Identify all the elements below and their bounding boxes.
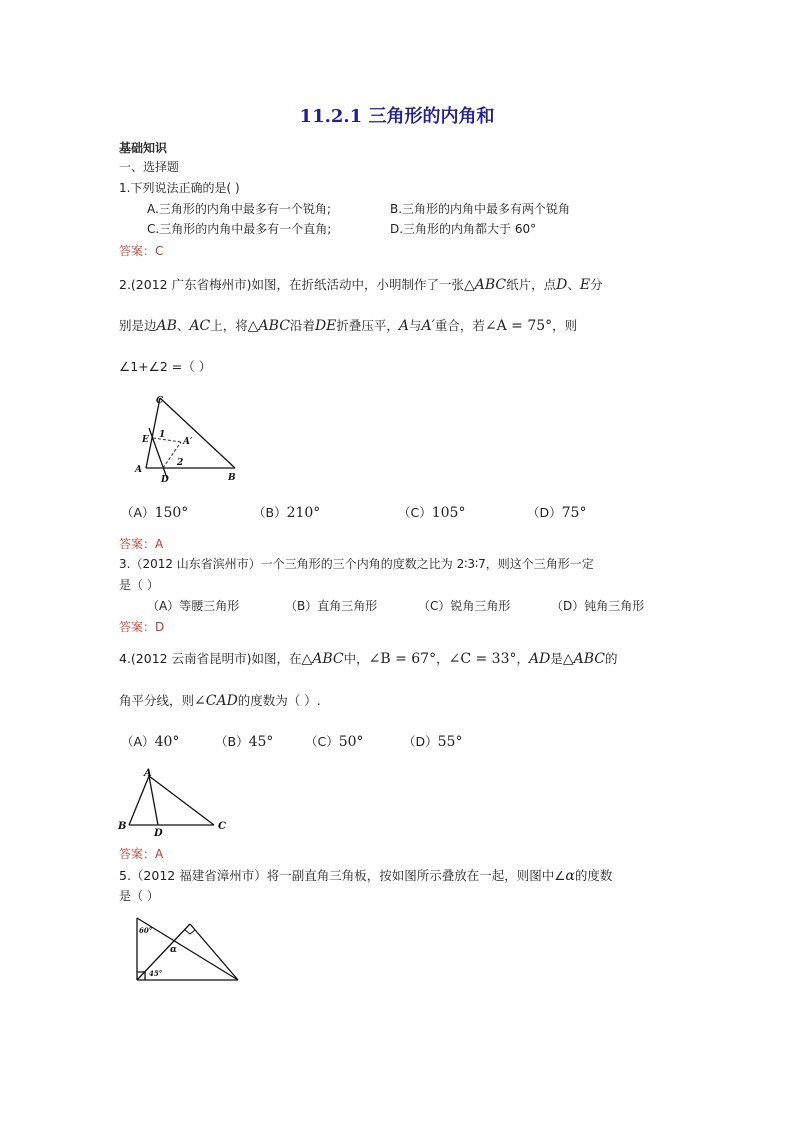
q2-side-ab: AB: [156, 318, 177, 334]
q2-option-d: [527, 505, 586, 523]
label-d: D: [154, 828, 163, 839]
q5-figure: [134, 914, 244, 984]
edge-ca: [146, 398, 160, 468]
q4-triangle-abc: △ABC: [301, 651, 344, 667]
q2-option-c: [398, 505, 465, 523]
q2-option-b-value: 210°: [286, 505, 321, 521]
label-a-prime: A′: [183, 437, 193, 447]
q2-point-e: E: [579, 277, 591, 293]
q2-line-de: DE: [314, 318, 337, 334]
q4-text: ，: [516, 651, 530, 666]
q4-triangle-abc-2: △ABC: [562, 651, 606, 667]
section-heading: 基础知识: [119, 141, 168, 155]
label-45: 45°: [149, 969, 163, 978]
label-1: 1: [159, 430, 166, 440]
q2-line-3: ∠1+∠2 =（ ）: [119, 359, 212, 374]
q2-point-a-prime: A′: [421, 318, 435, 334]
q4-text: 的: [605, 651, 618, 666]
q3-option-b: （B）直角三角形: [285, 599, 378, 613]
q2-text: 重合，若: [434, 318, 485, 333]
q2-text: 别是边: [119, 318, 157, 333]
q2-option-c-label: （C）: [398, 505, 432, 520]
q2-point-d: D: [556, 277, 568, 293]
q3-option-d: （D）钝角三角形: [551, 599, 645, 613]
q4-option-a-label: （A）: [121, 734, 155, 749]
q2-option-a-label: （A）: [121, 505, 155, 520]
q2-answer: 答案：A: [119, 537, 164, 551]
q4-option-c-value: 50°: [338, 734, 364, 750]
q2-side-ac: AC: [189, 318, 211, 334]
q2-text: ，则: [552, 318, 578, 333]
label-60: 60°: [139, 926, 153, 935]
q2-text: 分: [590, 277, 603, 292]
q1-option-a: A.三角形的内角中最多有一个锐角;: [147, 202, 331, 216]
q4-text: 的度数为（ ）.: [237, 693, 321, 708]
q2-option-d-label: （D）: [527, 505, 562, 520]
q4-angle-b: ∠B = 67°: [368, 651, 437, 667]
q4-option-d-value: 55°: [437, 734, 463, 750]
label-c: C: [218, 821, 226, 832]
q2-text: 与: [409, 318, 422, 333]
q1-answer: 答案：C: [119, 244, 164, 258]
page-title: 11.2.1 三角形的内角和: [299, 106, 495, 127]
label-alpha: α: [170, 945, 177, 955]
q2-option-a: [121, 505, 188, 523]
q2-line-2: [119, 318, 577, 336]
q2-text: 沿着: [289, 318, 315, 333]
q2-point-a: A: [398, 318, 410, 334]
label-e: E: [142, 435, 149, 445]
q4-segment-ad: AD: [529, 651, 551, 667]
q3-option-c: （C）锐角三角形: [418, 599, 511, 613]
bisector-ad: [149, 776, 158, 825]
q4-angle-cad: ∠CAD: [194, 693, 238, 709]
q5-text: 的度数: [574, 868, 613, 883]
q2-triangle-abc: △ABC: [463, 277, 507, 293]
edge-cb: [160, 398, 235, 468]
q4-line-2: [119, 693, 321, 711]
q4-option-b-label: （B）: [215, 734, 249, 749]
q2-text: 、: [176, 318, 190, 333]
q4-option-b: [215, 734, 273, 752]
q2-text: 上，将: [210, 318, 248, 333]
q2-option-b-label: （B）: [253, 505, 287, 520]
q2-option-c-value: 105°: [431, 505, 466, 521]
q4-line-1: [119, 651, 618, 669]
q4-option-a: [121, 734, 179, 752]
q2-text: 2.(2012 广东省梅州市)如图，在折纸活动中，小明制作了一张: [119, 277, 464, 292]
q4-option-c-label: （C）: [305, 734, 339, 749]
label-a: A: [135, 465, 142, 475]
q4-option-c: [305, 734, 364, 752]
q4-text: 中，: [343, 651, 369, 666]
q2-option-b: [253, 505, 320, 523]
q4-option-b-value: 45°: [248, 734, 274, 750]
label-2: 2: [177, 458, 184, 468]
q4-text: 4.(2012 云南省昆明市)如图，在: [119, 651, 302, 666]
triangle-2-leg: [190, 924, 238, 980]
q3-line-2: 是（ ）: [119, 578, 159, 592]
q1-stem: 1.下列说法正确的是( ): [119, 181, 240, 195]
q2-text: 纸片，点: [506, 277, 557, 292]
q4-angle-c: ∠C = 33°: [448, 651, 517, 667]
q2-angle-a: ∠A = 75°: [484, 318, 553, 334]
q2-text: 、: [567, 277, 580, 292]
q5-alpha: α: [565, 868, 575, 884]
q3-option-a: （A）等腰三角形: [147, 599, 240, 613]
q2-triangle-abc-2: △ABC: [247, 318, 290, 334]
q1-option-b: B.三角形的内角中最多有两个锐角: [390, 202, 571, 216]
label-b: B: [118, 821, 127, 832]
q4-option-d-label: （D）: [403, 734, 438, 749]
label-d: D: [161, 475, 169, 485]
q4-text: 角平分线，则: [119, 693, 195, 708]
q2-figure: [130, 392, 242, 484]
q1-option-d: D.三角形的内角都大于 60°: [390, 222, 537, 236]
q5-line-2: 是（ ）: [119, 889, 159, 903]
q5-line-1: [119, 868, 612, 886]
part-heading: 一、选择题: [119, 160, 180, 174]
q5-text: 5.（2012 福建省漳州市）将一副直角三角板，按如图所示叠放在一起，则图中∠: [119, 868, 566, 883]
q3-answer: 答案：D: [119, 620, 165, 634]
label-a: A: [144, 768, 152, 779]
q2-option-a-value: 150°: [154, 505, 189, 521]
q3-line-1: 3.（2012 山东省滨州市）一个三角形的三个内角的度数之比为 2∶3∶7，则这个三角形一定: [119, 557, 594, 571]
q4-option-d: [403, 734, 462, 752]
edge-ac: [149, 776, 214, 825]
q4-answer: 答案：A: [119, 847, 164, 861]
q4-text: ，: [436, 651, 449, 666]
q4-figure: [118, 766, 230, 838]
dashed-ea: [153, 438, 181, 442]
label-b: B: [228, 473, 236, 483]
q2-option-d-value: 75°: [561, 505, 587, 521]
right-angle-mark-2: [185, 930, 195, 934]
label-c: C: [156, 396, 164, 406]
q2-text: 折叠压平，: [336, 318, 399, 333]
q1-option-c: C.三角形的内角中最多有一个直角;: [147, 222, 332, 236]
edge-ab: [129, 776, 149, 825]
q4-option-a-value: 40°: [154, 734, 180, 750]
q4-text: 是: [550, 651, 563, 666]
q2-line-1: [119, 277, 603, 295]
